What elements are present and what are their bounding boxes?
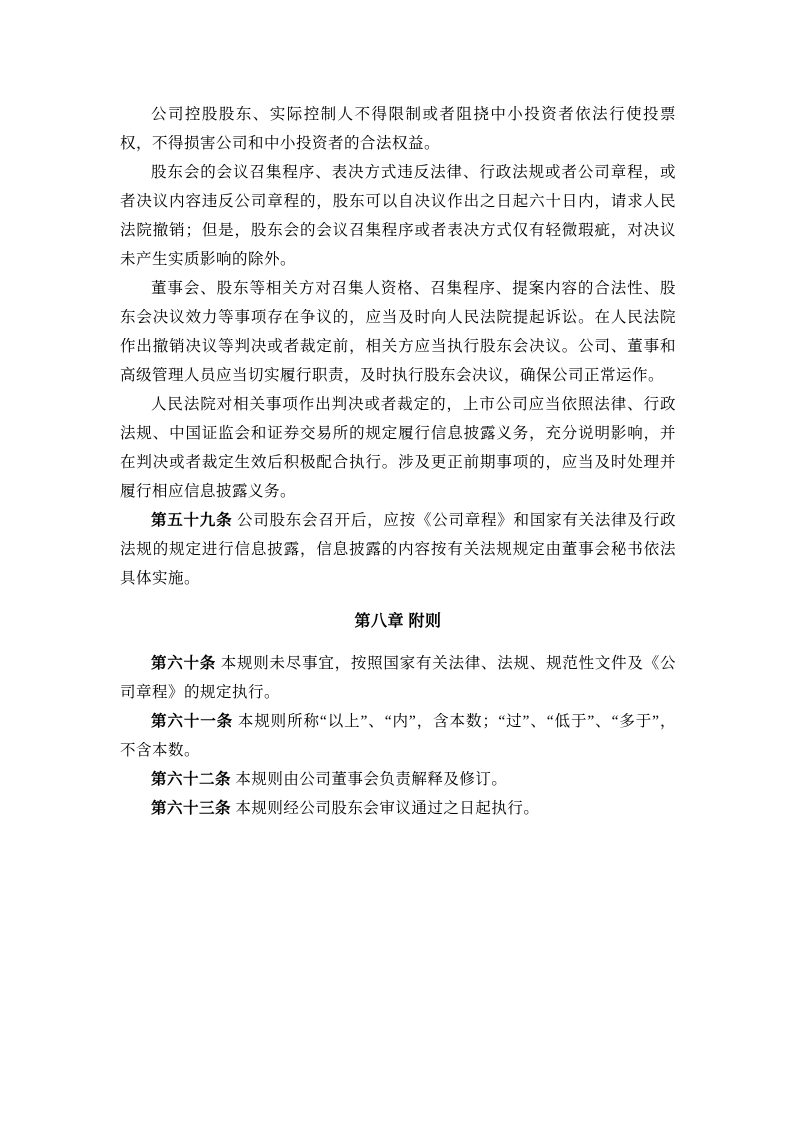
paragraph-court-ruling-disclosure: [120, 390, 676, 506]
chapter-heading: 第八章 附则: [354, 613, 442, 630]
article-number: 第六十一条: [151, 713, 234, 730]
article-number: 第六十二条: [151, 771, 232, 788]
paragraph-text: 公司股东会召开后，应按《公司章程》和国家有关法律及行政法规的规定进行信息披露，信息披露的内容按有关法规规定由董事会秘书依法具体实施。: [120, 512, 676, 587]
paragraph-text: 本规则经公司股东会审议通过之日起执行。: [231, 800, 540, 817]
paragraph-text: 董事会、股东等相关方对召集人资格、召集程序、提案内容的合法性、股东会决议效力等事项存在争议的，应当及时向人民法院提起诉讼。在人民法院作出撤销决议等判决或者裁定前，相关方应当执行股东会决议。公司、董事和高级管理人员应当切实履行职责，及时执行股东会决议，确保公司正常运作。: [120, 280, 676, 384]
paragraph-article-59: [120, 506, 676, 593]
article-number: 第五十九条: [151, 512, 233, 529]
paragraph-article-60: [120, 649, 676, 707]
article-number: 第六十三条: [151, 800, 232, 817]
paragraph-shareholder-rights: [120, 100, 676, 158]
paragraph-article-62: [120, 765, 676, 794]
paragraph-meeting-procedure-violation: [120, 158, 676, 274]
article-number: 第六十条: [151, 655, 217, 672]
paragraph-text: 人民法院对相关事项作出判决或者裁定的，上市公司应当依照法律、行政法规、中国证监会和证券交易所的规定履行信息披露义务，充分说明影响，并在判决或者裁定生效后积极配合执行。涉及更正前期事项的，应当及时处理并履行相应信息披露义务。: [120, 396, 676, 500]
paragraph-article-63: [120, 794, 676, 823]
paragraph-article-61: [120, 707, 676, 765]
paragraph-dispute-litigation: [120, 274, 676, 390]
paragraph-text: 公司控股股东、实际控制人不得限制或者阻挠中小投资者依法行使投票权，不得损害公司和中小投资者的合法权益。: [120, 106, 676, 152]
paragraph-text: 股东会的会议召集程序、表决方式违反法律、行政法规或者公司章程，或者决议内容违反公司章程的，股东可以自决议作出之日起六十日内，请求人民法院撤销；但是，股东会的会议召集程序或者表决方式仅有轻微瑕疵，对决议未产生实质影响的除外。: [120, 164, 676, 268]
paragraph-text: 本规则未尽事宜，按照国家有关法律、法规、规范性文件及《公司章程》的规定执行。: [120, 655, 676, 701]
paragraph-text: 本规则所称“以上”、“内”，含本数；“过”、“低于”、“多于”，不含本数。: [120, 713, 676, 759]
paragraph-text: 本规则由公司董事会负责解释及修订。: [231, 771, 508, 788]
